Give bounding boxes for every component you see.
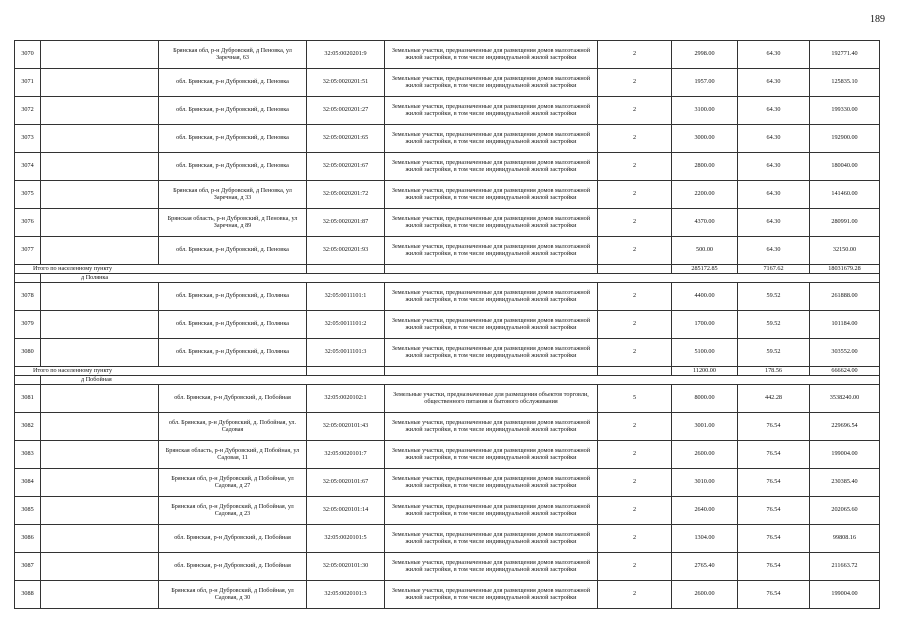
blank-cell bbox=[41, 525, 159, 553]
table-row bbox=[15, 153, 880, 181]
use-group-cell: 2 bbox=[598, 339, 672, 367]
cadastral-number-cell: 32:05:0020101:43 bbox=[307, 413, 385, 441]
cadastral-number-cell: 32:05:0020201:9 bbox=[307, 41, 385, 69]
address-cell: обл. Брянская, р-н Дубровский, д. Побойная bbox=[159, 385, 307, 413]
table-row bbox=[15, 497, 880, 525]
blank-cell bbox=[41, 153, 159, 181]
blank-cell bbox=[41, 413, 159, 441]
blank-cell bbox=[41, 237, 159, 265]
area-cell: 2600.00 bbox=[672, 581, 738, 609]
cadastral-number-cell: 32:05:0020102:1 bbox=[307, 385, 385, 413]
table-row bbox=[15, 385, 880, 413]
cadastral-value-cell: 211663.72 bbox=[810, 553, 880, 581]
subtotal-label: Итого по населенному пункту bbox=[15, 265, 307, 274]
specific-value-cell: 64.30 bbox=[738, 209, 810, 237]
permitted-use-cell: Земельные участки, предназначенные для размещения домов малоэтажной жилой застройки, в том числе индивидуальной жилой застройки bbox=[385, 581, 598, 609]
specific-value-cell: 76.54 bbox=[738, 553, 810, 581]
use-group-cell: 2 bbox=[598, 581, 672, 609]
cadastral-value-cell: 99808.16 bbox=[810, 525, 880, 553]
row-number-cell: 3077 bbox=[15, 237, 41, 265]
address-cell: Брянская область, р-н Дубровский, д Побойная, ул Садовая, 11 bbox=[159, 441, 307, 469]
use-group-cell: 2 bbox=[598, 237, 672, 265]
table-row bbox=[15, 441, 880, 469]
permitted-use-cell: Земельные участки, предназначенные для размещения домов малоэтажной жилой застройки, в том числе индивидуальной жилой застройки bbox=[385, 69, 598, 97]
cadastral-number-cell: 32:05:0020201:27 bbox=[307, 97, 385, 125]
permitted-use-cell: Земельные участки, предназначенные для размещения домов малоэтажной жилой застройки, в том числе индивидуальной жилой застройки bbox=[385, 283, 598, 311]
use-group-cell: 2 bbox=[598, 181, 672, 209]
blank-cell bbox=[15, 274, 41, 283]
area-cell: 2800.00 bbox=[672, 153, 738, 181]
blank-cell bbox=[41, 385, 159, 413]
row-number-cell: 3085 bbox=[15, 497, 41, 525]
cadastral-value-cell: 229696.54 bbox=[810, 413, 880, 441]
address-cell: обл. Брянская, р-н Дубровский, д. Пеновка bbox=[159, 125, 307, 153]
cadastral-value-cell: 3538240.00 bbox=[810, 385, 880, 413]
permitted-use-cell: Земельные участки, предназначенные для размещения объектов торговли, общественного питания и бытового обслуживания bbox=[385, 385, 598, 413]
specific-value-cell: 442.28 bbox=[738, 385, 810, 413]
cadastral-value-cell: 192900.00 bbox=[810, 125, 880, 153]
area-cell: 3100.00 bbox=[672, 97, 738, 125]
row-number-cell: 3070 bbox=[15, 41, 41, 69]
permitted-use-cell: Земельные участки, предназначенные для размещения домов малоэтажной жилой застройки, в том числе индивидуальной жилой застройки bbox=[385, 311, 598, 339]
row-number-cell: 3082 bbox=[15, 413, 41, 441]
blank-cell bbox=[41, 97, 159, 125]
blank-cell bbox=[41, 311, 159, 339]
address-cell: Брянская обл, р-н Дубровский, д Пеновка, ул Заречная, д 33 bbox=[159, 181, 307, 209]
address-cell: обл. Брянская, р-н Дубровский, д. Полянка bbox=[159, 283, 307, 311]
blank-cell bbox=[41, 339, 159, 367]
area-cell: 4370.00 bbox=[672, 209, 738, 237]
area-cell: 1957.00 bbox=[672, 69, 738, 97]
area-cell: 2200.00 bbox=[672, 181, 738, 209]
table-row bbox=[15, 553, 880, 581]
subtotal-specific-value-cell: 178.56 bbox=[738, 367, 810, 376]
table-row bbox=[15, 237, 880, 265]
table-row bbox=[15, 41, 880, 69]
cadastral-number-cell: 32:05:0020201:51 bbox=[307, 69, 385, 97]
address-cell: обл. Брянская, р-н Дубровский, д. Побойная bbox=[159, 525, 307, 553]
permitted-use-cell: Земельные участки, предназначенные для размещения домов малоэтажной жилой застройки, в том числе индивидуальной жилой застройки bbox=[385, 125, 598, 153]
subtotal-specific-value-cell: 7167.62 bbox=[738, 265, 810, 274]
cadastral-value-cell: 202065.60 bbox=[810, 497, 880, 525]
area-cell: 3001.00 bbox=[672, 413, 738, 441]
address-cell: обл. Брянская, р-н Дубровский, д. Пеновка bbox=[159, 97, 307, 125]
cadastral-number-cell: 32:05:0020101:14 bbox=[307, 497, 385, 525]
use-group-cell: 2 bbox=[598, 69, 672, 97]
locality-header-row bbox=[15, 274, 880, 283]
permitted-use-cell: Земельные участки, предназначенные для размещения домов малоэтажной жилой застройки, в том числе индивидуальной жилой застройки bbox=[385, 153, 598, 181]
cadastral-number-cell: 32:05:0020101:7 bbox=[307, 441, 385, 469]
address-cell: обл. Брянская, р-н Дубровский, д. Пеновка bbox=[159, 237, 307, 265]
area-cell: 3010.00 bbox=[672, 469, 738, 497]
row-number-cell: 3088 bbox=[15, 581, 41, 609]
specific-value-cell: 76.54 bbox=[738, 469, 810, 497]
cadastral-number-cell: 32:05:0020201:67 bbox=[307, 153, 385, 181]
row-number-cell: 3086 bbox=[15, 525, 41, 553]
table-row bbox=[15, 181, 880, 209]
blank-cell bbox=[41, 553, 159, 581]
specific-value-cell: 59.52 bbox=[738, 339, 810, 367]
permitted-use-cell: Земельные участки, предназначенные для размещения домов малоэтажной жилой застройки, в том числе индивидуальной жилой застройки bbox=[385, 413, 598, 441]
cadastral-value-cell: 303552.00 bbox=[810, 339, 880, 367]
permitted-use-cell: Земельные участки, предназначенные для размещения домов малоэтажной жилой застройки, в том числе индивидуальной жилой застройки bbox=[385, 469, 598, 497]
area-cell: 1700.00 bbox=[672, 311, 738, 339]
specific-value-cell: 64.30 bbox=[738, 97, 810, 125]
cadastral-number-cell: 32:05:0011101:2 bbox=[307, 311, 385, 339]
row-number-cell: 3073 bbox=[15, 125, 41, 153]
use-group-cell: 2 bbox=[598, 553, 672, 581]
cadastral-value-cell: 261888.00 bbox=[810, 283, 880, 311]
use-group-cell: 2 bbox=[598, 311, 672, 339]
use-group-cell: 5 bbox=[598, 385, 672, 413]
specific-value-cell: 59.52 bbox=[738, 283, 810, 311]
specific-value-cell: 64.30 bbox=[738, 237, 810, 265]
cadastral-value-cell: 192771.40 bbox=[810, 41, 880, 69]
cadastral-value-cell: 230385.40 bbox=[810, 469, 880, 497]
use-group-cell: 2 bbox=[598, 441, 672, 469]
blank-cell bbox=[598, 367, 672, 376]
row-number-cell: 3083 bbox=[15, 441, 41, 469]
specific-value-cell: 64.30 bbox=[738, 153, 810, 181]
cadastral-value-cell: 125835.10 bbox=[810, 69, 880, 97]
address-cell: обл. Брянская, р-н Дубровский, д. Пеновка bbox=[159, 69, 307, 97]
address-cell: Брянская обл, р-н Дубровский, д Пеновка, ул Заречная, 63 bbox=[159, 41, 307, 69]
row-number-cell: 3075 bbox=[15, 181, 41, 209]
blank-cell bbox=[41, 497, 159, 525]
blank-cell bbox=[307, 265, 385, 274]
area-cell: 2600.00 bbox=[672, 441, 738, 469]
area-cell: 2998.00 bbox=[672, 41, 738, 69]
subtotal-area-cell: 11200.00 bbox=[672, 367, 738, 376]
blank-cell bbox=[598, 265, 672, 274]
address-cell: обл. Брянская, р-н Дубровский, д. Побойная, ул. Садовая bbox=[159, 413, 307, 441]
table-row bbox=[15, 97, 880, 125]
cadastral-number-cell: 32:05:0020201:87 bbox=[307, 209, 385, 237]
specific-value-cell: 64.30 bbox=[738, 41, 810, 69]
row-number-cell: 3084 bbox=[15, 469, 41, 497]
permitted-use-cell: Земельные участки, предназначенные для размещения домов малоэтажной жилой застройки, в том числе индивидуальной жилой застройки bbox=[385, 441, 598, 469]
use-group-cell: 2 bbox=[598, 153, 672, 181]
specific-value-cell: 64.30 bbox=[738, 125, 810, 153]
cadastral-number-cell: 32:05:0011101:3 bbox=[307, 339, 385, 367]
row-number-cell: 3080 bbox=[15, 339, 41, 367]
blank-cell bbox=[385, 367, 598, 376]
blank-cell bbox=[15, 376, 41, 385]
specific-value-cell: 76.54 bbox=[738, 581, 810, 609]
table-row bbox=[15, 413, 880, 441]
use-group-cell: 2 bbox=[598, 41, 672, 69]
permitted-use-cell: Земельные участки, предназначенные для размещения домов малоэтажной жилой застройки, в том числе индивидуальной жилой застройки bbox=[385, 497, 598, 525]
use-group-cell: 2 bbox=[598, 469, 672, 497]
row-number-cell: 3071 bbox=[15, 69, 41, 97]
area-cell: 8000.00 bbox=[672, 385, 738, 413]
locality-name: д Полянка bbox=[41, 274, 880, 283]
subtotal-area-cell: 285172.85 bbox=[672, 265, 738, 274]
use-group-cell: 2 bbox=[598, 125, 672, 153]
specific-value-cell: 64.30 bbox=[738, 181, 810, 209]
row-number-cell: 3081 bbox=[15, 385, 41, 413]
row-number-cell: 3072 bbox=[15, 97, 41, 125]
blank-cell bbox=[41, 581, 159, 609]
permitted-use-cell: Земельные участки, предназначенные для размещения домов малоэтажной жилой застройки, в том числе индивидуальной жилой застройки bbox=[385, 41, 598, 69]
blank-cell bbox=[41, 69, 159, 97]
table-row bbox=[15, 209, 880, 237]
address-cell: Брянская область, р-н Дубровский, д Пеновка, ул Заречная, д 89 bbox=[159, 209, 307, 237]
table-row bbox=[15, 311, 880, 339]
cadastral-value-cell: 32150.00 bbox=[810, 237, 880, 265]
permitted-use-cell: Земельные участки, предназначенные для размещения домов малоэтажной жилой застройки, в том числе индивидуальной жилой застройки bbox=[385, 339, 598, 367]
table-row bbox=[15, 69, 880, 97]
subtotal-row bbox=[15, 367, 880, 376]
cadastral-number-cell: 32:05:0020101:67 bbox=[307, 469, 385, 497]
row-number-cell: 3087 bbox=[15, 553, 41, 581]
blank-cell bbox=[41, 469, 159, 497]
blank-cell bbox=[41, 283, 159, 311]
row-number-cell: 3074 bbox=[15, 153, 41, 181]
cadastral-value-cell: 141460.00 bbox=[810, 181, 880, 209]
permitted-use-cell: Земельные участки, предназначенные для размещения домов малоэтажной жилой застройки, в том числе индивидуальной жилой застройки bbox=[385, 237, 598, 265]
cadastral-value-cell: 180040.00 bbox=[810, 153, 880, 181]
blank-cell bbox=[385, 265, 598, 274]
use-group-cell: 2 bbox=[598, 283, 672, 311]
table-row bbox=[15, 525, 880, 553]
permitted-use-cell: Земельные участки, предназначенные для размещения домов малоэтажной жилой застройки, в том числе индивидуальной жилой застройки bbox=[385, 97, 598, 125]
address-cell: обл. Брянская, р-н Дубровский, д. Полянка bbox=[159, 339, 307, 367]
subtotal-row bbox=[15, 265, 880, 274]
specific-value-cell: 76.54 bbox=[738, 497, 810, 525]
subtotal-label: Итого по населенному пункту bbox=[15, 367, 307, 376]
specific-value-cell: 59.52 bbox=[738, 311, 810, 339]
area-cell: 1304.00 bbox=[672, 525, 738, 553]
cadastral-value-cell: 199004.00 bbox=[810, 581, 880, 609]
area-cell: 3000.00 bbox=[672, 125, 738, 153]
permitted-use-cell: Земельные участки, предназначенные для размещения домов малоэтажной жилой застройки, в том числе индивидуальной жилой застройки bbox=[385, 181, 598, 209]
use-group-cell: 2 bbox=[598, 497, 672, 525]
use-group-cell: 2 bbox=[598, 413, 672, 441]
cadastral-number-cell: 32:05:0020101:3 bbox=[307, 581, 385, 609]
blank-cell bbox=[41, 125, 159, 153]
address-cell: Брянская обл, р-н Дубровский, д Побойная, ул Садовая, д 23 bbox=[159, 497, 307, 525]
address-cell: обл. Брянская, р-н Дубровский, д. Полянка bbox=[159, 311, 307, 339]
area-cell: 2640.00 bbox=[672, 497, 738, 525]
locality-header-row bbox=[15, 376, 880, 385]
row-number-cell: 3079 bbox=[15, 311, 41, 339]
address-cell: обл. Брянская, р-н Дубровский, д. Побойная bbox=[159, 553, 307, 581]
permitted-use-cell: Земельные участки, предназначенные для размещения домов малоэтажной жилой застройки, в том числе индивидуальной жилой застройки bbox=[385, 525, 598, 553]
address-cell: обл. Брянская, р-н Дубровский, д. Пеновка bbox=[159, 153, 307, 181]
cadastral-number-cell: 32:05:0020101:30 bbox=[307, 553, 385, 581]
blank-cell bbox=[41, 41, 159, 69]
specific-value-cell: 64.30 bbox=[738, 69, 810, 97]
cadastral-number-cell: 32:05:0020101:5 bbox=[307, 525, 385, 553]
table-row bbox=[15, 581, 880, 609]
land-registry-table bbox=[14, 40, 880, 609]
permitted-use-cell: Земельные участки, предназначенные для размещения домов малоэтажной жилой застройки, в том числе индивидуальной жилой застройки bbox=[385, 553, 598, 581]
row-number-cell: 3078 bbox=[15, 283, 41, 311]
page-number: 189 bbox=[870, 14, 885, 25]
area-cell: 4400.00 bbox=[672, 283, 738, 311]
cadastral-value-cell: 199330.00 bbox=[810, 97, 880, 125]
use-group-cell: 2 bbox=[598, 97, 672, 125]
permitted-use-cell: Земельные участки, предназначенные для размещения домов малоэтажной жилой застройки, в том числе индивидуальной жилой застройки bbox=[385, 209, 598, 237]
cadastral-value-cell: 101184.00 bbox=[810, 311, 880, 339]
locality-name: д Побойная bbox=[41, 376, 880, 385]
cadastral-value-cell: 280991.00 bbox=[810, 209, 880, 237]
subtotal-cadastral-value-cell: 18031679.28 bbox=[810, 265, 880, 274]
blank-cell bbox=[307, 367, 385, 376]
table-row bbox=[15, 339, 880, 367]
cadastral-value-cell: 199004.00 bbox=[810, 441, 880, 469]
blank-cell bbox=[41, 441, 159, 469]
area-cell: 5100.00 bbox=[672, 339, 738, 367]
specific-value-cell: 76.54 bbox=[738, 525, 810, 553]
use-group-cell: 2 bbox=[598, 209, 672, 237]
row-number-cell: 3076 bbox=[15, 209, 41, 237]
subtotal-cadastral-value-cell: 666624.00 bbox=[810, 367, 880, 376]
specific-value-cell: 76.54 bbox=[738, 441, 810, 469]
cadastral-number-cell: 32:05:0020201:65 bbox=[307, 125, 385, 153]
blank-cell bbox=[41, 209, 159, 237]
cadastral-number-cell: 32:05:0020201:93 bbox=[307, 237, 385, 265]
address-cell: Брянская обл, р-н Дубровский, д Побойная, ул Садовая, д 30 bbox=[159, 581, 307, 609]
table-row bbox=[15, 125, 880, 153]
cadastral-number-cell: 32:05:0020201:72 bbox=[307, 181, 385, 209]
table-row bbox=[15, 283, 880, 311]
blank-cell bbox=[41, 181, 159, 209]
area-cell: 2765.40 bbox=[672, 553, 738, 581]
use-group-cell: 2 bbox=[598, 525, 672, 553]
table-row bbox=[15, 469, 880, 497]
address-cell: Брянская обл, р-н Дубровский, д Побойная, ул Садовая, д 27 bbox=[159, 469, 307, 497]
cadastral-number-cell: 32:05:0011101:1 bbox=[307, 283, 385, 311]
area-cell: 500.00 bbox=[672, 237, 738, 265]
specific-value-cell: 76.54 bbox=[738, 413, 810, 441]
